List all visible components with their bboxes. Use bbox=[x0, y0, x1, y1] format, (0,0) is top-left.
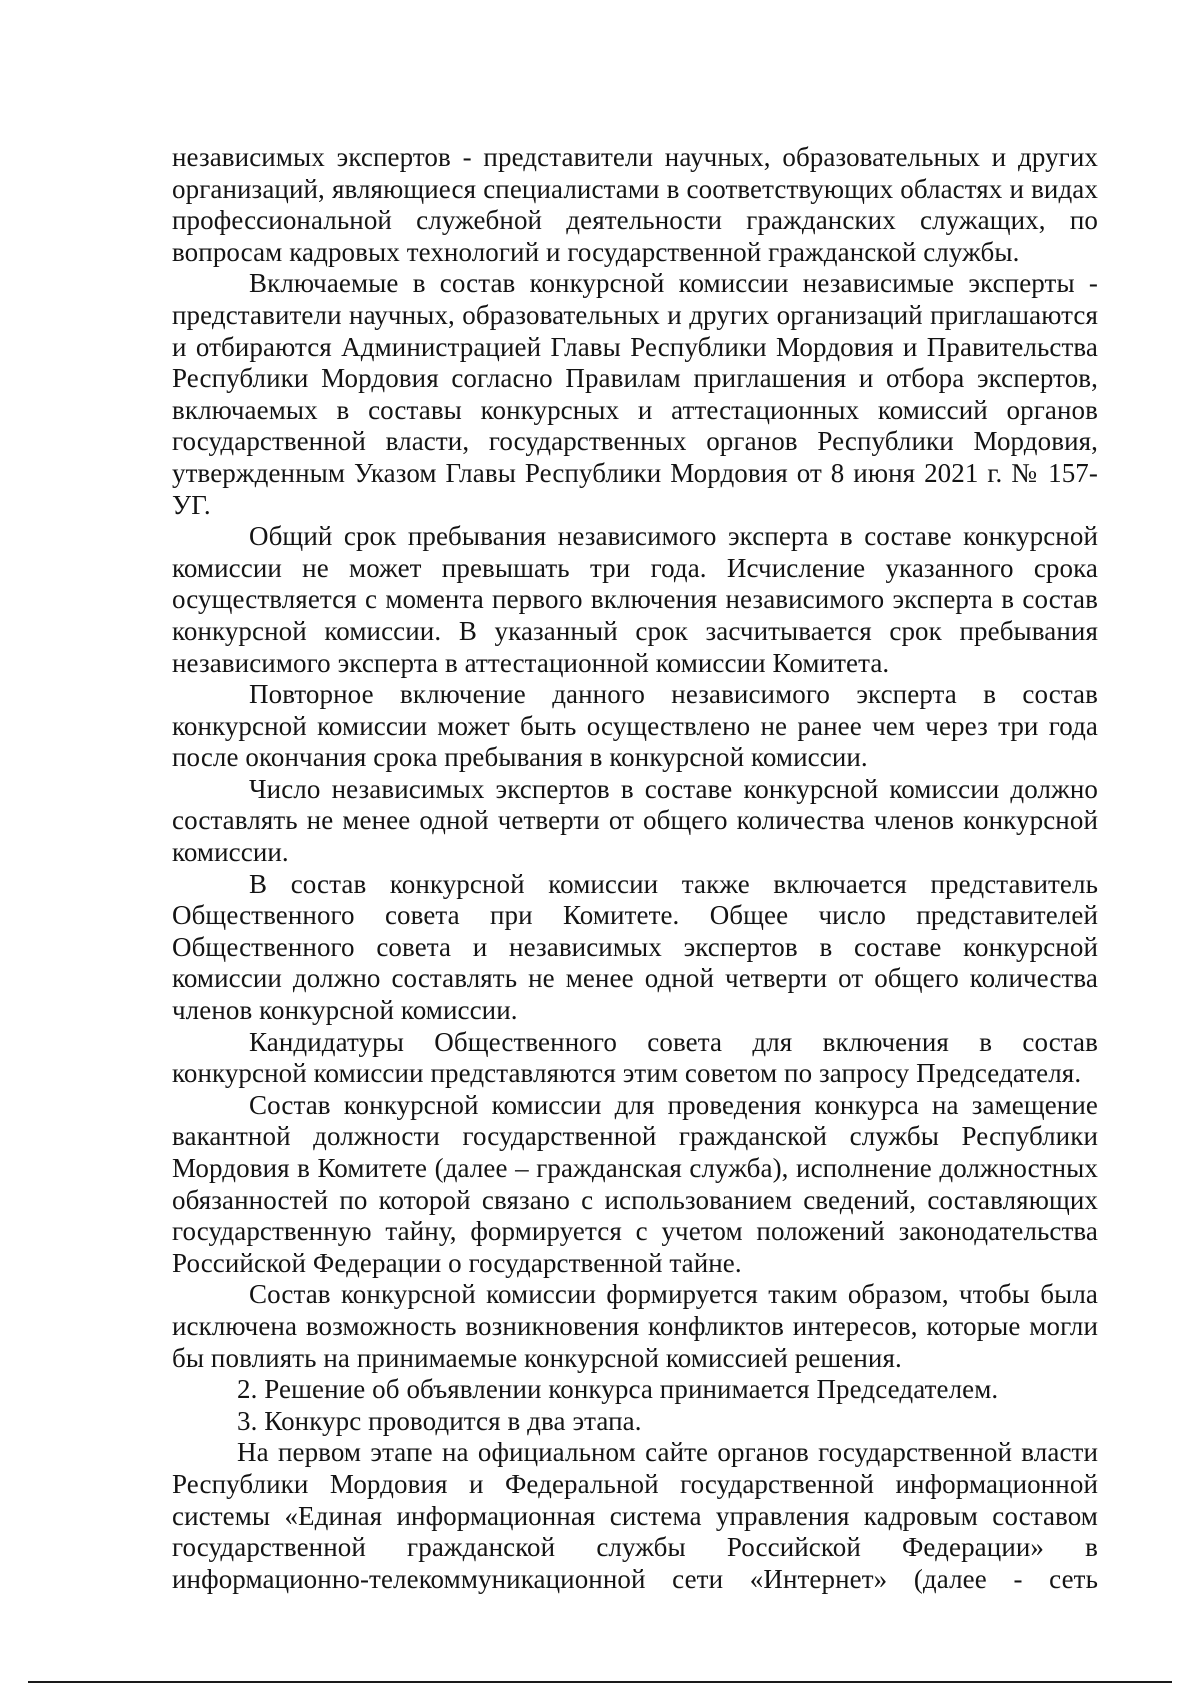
paragraph-public-council-candidates: Кандидатуры Общественного совета для включения в состав конкурсной комиссии представляются этим советом по запросу Председателя. bbox=[172, 1026, 1098, 1089]
paragraph-item-3: 3. Конкурс проводится в два этапа. bbox=[237, 1405, 642, 1436]
paragraph-conflict-of-interest: Состав конкурсной комиссии формируется таким образом, чтобы была исключена возможность возникновения конфликтов интересов, которые могли бы повлиять на принимаемые конкурсной комиссией решения. bbox=[172, 1279, 1098, 1373]
paragraph-item-2: 2. Решение об объявлении конкурса принимается Председателем. bbox=[237, 1374, 999, 1405]
paragraph-experts-selection: Включаемые в состав конкурсной комиссии независимые эксперты - представители научных, образовательных и других организаций приглашаются и отбираются Администрацией Главы Республики Мордовия и Правительства Республики Мордовия согласно Правилам приглашения и отбора экспертов, включаемых в составы конкурсных и аттестационных комиссий органов государственной власти, государственных органов Республики Мордовия, утвержденным Указом Главы Республики Мордовия от 8 июня 2021 г. № 157-УГ. bbox=[172, 268, 1098, 520]
paragraph-independent-experts-continued: независимых экспертов - представители научных, образовательных и других организаций, являющиеся специалистами в соответствующих областях и видах профессиональной служебной деятельности гражданских служащих, по вопросам кадровых технологий и государственной гражданской службы. bbox=[172, 142, 1098, 267]
paragraph-state-secret: Состав конкурсной комиссии для проведения конкурса на замещение вакантной должности государственной гражданской службы Республики Мордовия в Комитете (далее – гражданская служба), исполнение должностных обязанностей по которой связано с использованием сведений, составляющих государственную тайну, формируется с учетом положений законодательства Российской Федерации о государственной тайне. bbox=[172, 1089, 1098, 1278]
bottom-rule bbox=[28, 1681, 1172, 1683]
paragraph-experts-quota: Число независимых экспертов в составе конкурсной комиссии должно составлять не менее одной четверти от общего количества членов конкурсной комиссии. bbox=[172, 773, 1098, 868]
paragraph-repeat-inclusion: Повторное включение данного независимого эксперта в состав конкурсной комиссии может быть осуществлено не ранее чем через три года после окончания срока пребывания в конкурсной комиссии. bbox=[172, 679, 1098, 773]
document-page bbox=[172, 142, 1098, 1595]
paragraph-first-stage: На первом этапе на официальном сайте органов государственной власти Республики Мордовия и Федеральной государственной информационной системы «Единая информационная система управления кадровым составом государственной гражданской службы Российской Федерации» в информационно-телекоммуникационной сети «Интернет» (далее - сеть bbox=[172, 1437, 1098, 1594]
paragraph-term-limit: Общий срок пребывания независимого эксперта в составе конкурсной комиссии не может превышать три года. Исчисление указанного срока осуществляется с момента первого включения независимого эксперта в состав конкурсной комиссии. В указанный срок засчитывается срок пребывания независимого эксперта в аттестационной комиссии Комитета. bbox=[172, 521, 1098, 678]
paragraph-public-council-representative: В состав конкурсной комиссии также включается представитель Общественного совета при Комитете. Общее число представителей Общественного совета и независимых экспертов в составе конкурсной комиссии должно составлять не менее одной четверти от общего количества членов конкурсной комиссии. bbox=[172, 868, 1098, 1026]
